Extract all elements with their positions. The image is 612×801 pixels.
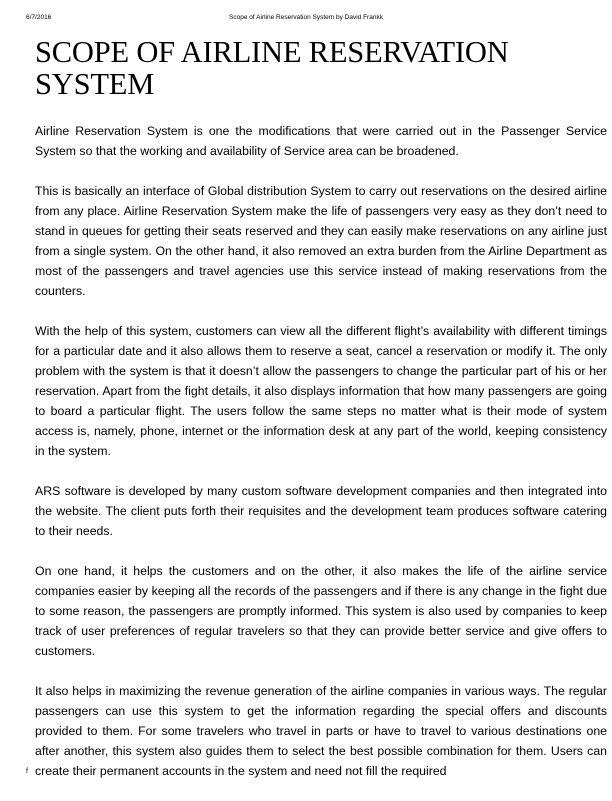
print-date: 6/7/2016	[26, 14, 52, 21]
paragraph: On one hand, it helps the customers and on the other, it also makes the life of the airline service companies easier by keeping all the records of the passengers and if there is any change in the fight due to some reason, the passengers are promptly informed. This system is also used by companies to keep track of user preferences of regular travelers so that they can provide better service and give offers to customers.	[35, 564, 607, 658]
paragraph: ARS software is developed by many custom software development companies and then integrated into the website. The client puts forth their requisites and the development team produces software catering to their needs.	[35, 484, 607, 538]
print-header	[26, 14, 586, 24]
print-page-title: Scope of Airline Reservation System by David Frankk	[229, 14, 383, 21]
margin-mark: f	[26, 768, 28, 775]
paragraph: With the help of this system, customers can view all the different flight’s availability with different timings for a particular date and it also allows them to reserve a seat, cancel a reservation or modify it. The only problem with the system is that it doesn’t allow the passengers to change the particular part of his or her reservation. Apart from the fight details, it also displays information that how many passengers are going to board a particular flight. The users follow the same steps no matter what is their mode of system access is, namely, phone, internet or the information desk at any part of the world, keeping consistency in the system.	[35, 324, 607, 458]
article-body	[35, 121, 607, 801]
paragraph: This is basically an interface of Global distribution System to carry out reservations on the desired airline from any place. Airline Reservation System make the life of passengers very easy as they don’t need to stand in queues for getting their seats reserved and they can easily make reservations on any airline just from a single system. On the other hand, it also removed an extra burden from the Airline Department as most of the passengers and travel agencies use this service instead of making reservations from the counters.	[35, 184, 607, 298]
paragraph: It also helps in maximizing the revenue generation of the airline companies in various ways. The regular passengers can use this system to get the information regarding the special offers and discounts provided to them. For some travelers who travel in parts or have to travel to various destinations one after another, this system also guides them to select the best possible combination for them. Users can create their permanent accounts in the system and need not fill the required	[35, 684, 607, 778]
article-title: SCOPE OF AIRLINE RESERVATION SYSTEM	[35, 35, 509, 101]
paragraph: Airline Reservation System is one the modifications that were carried out in the Passenger Service System so that the working and availability of Service area can be broadened.	[35, 124, 607, 158]
